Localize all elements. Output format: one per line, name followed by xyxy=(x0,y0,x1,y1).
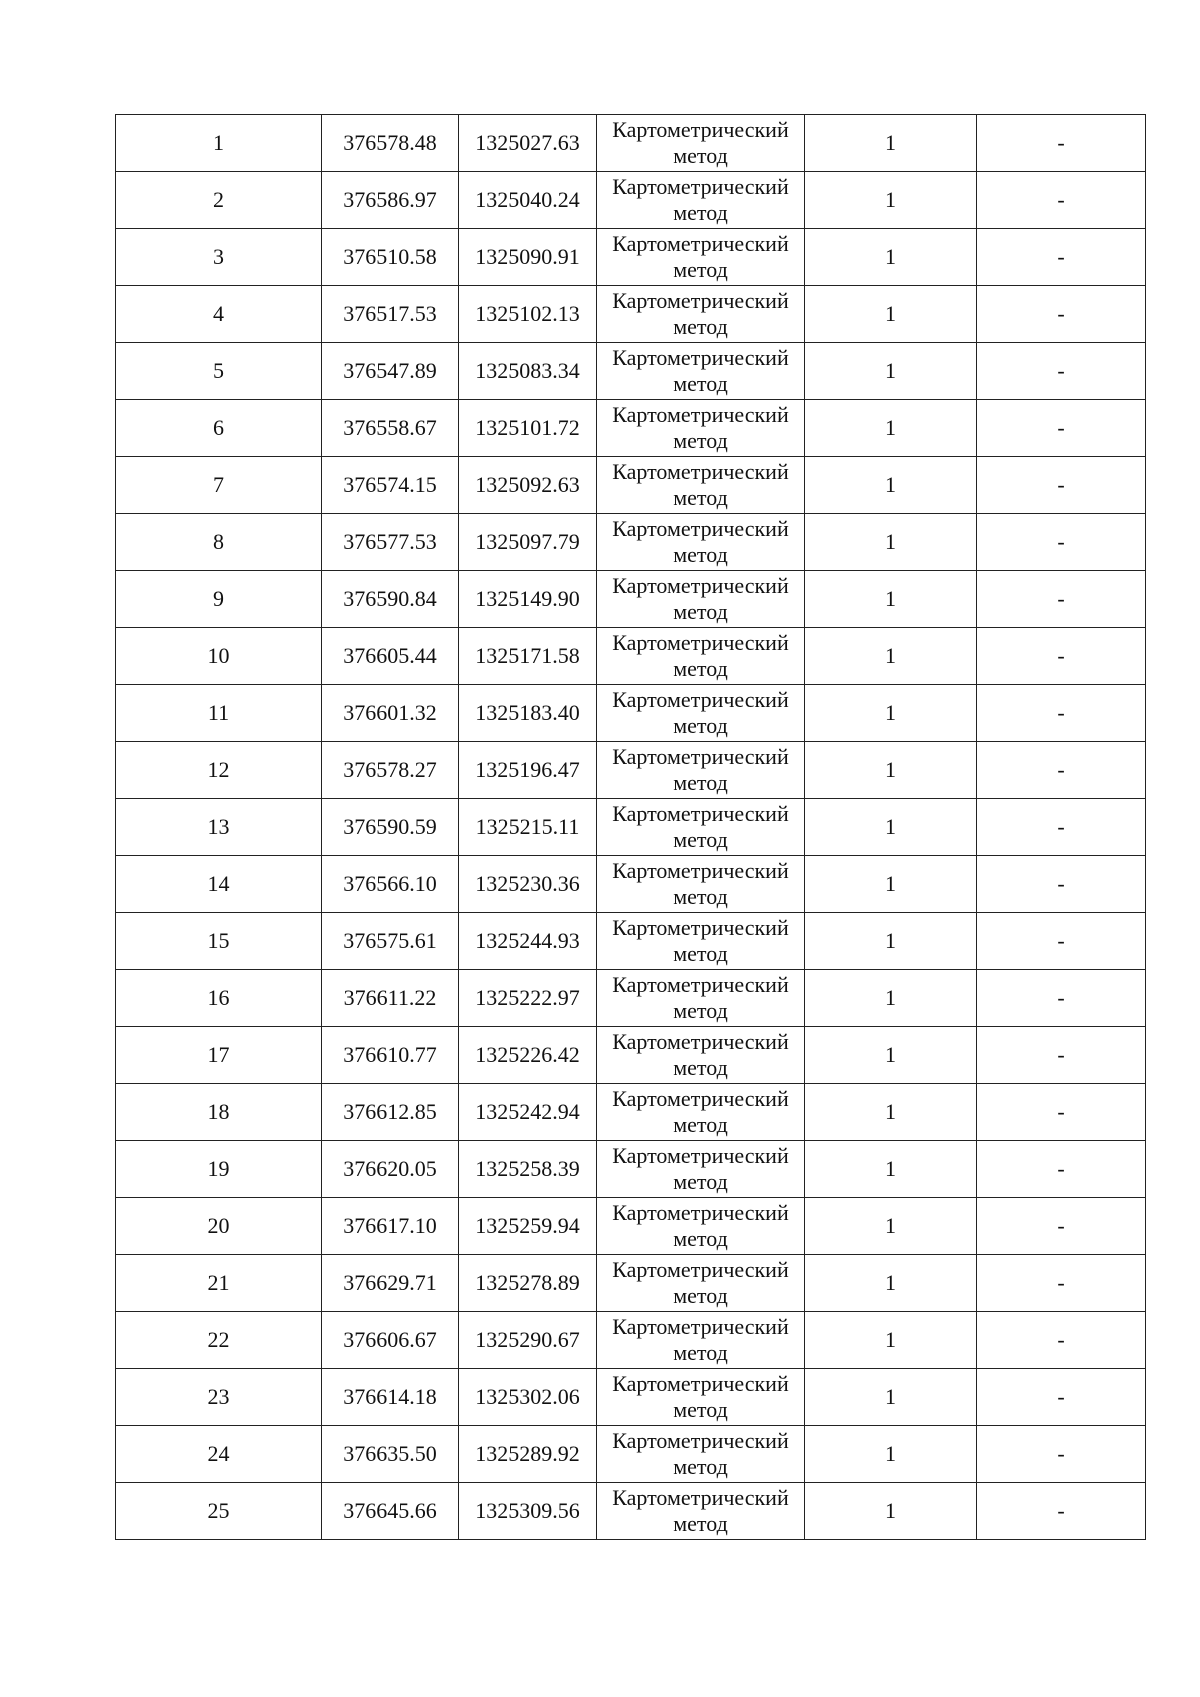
method-cell xyxy=(597,799,805,856)
note-cell: - xyxy=(977,286,1146,343)
point-number-cell: 19 xyxy=(116,1141,322,1198)
method-line-1: Картометрический xyxy=(612,1371,789,1396)
note-cell: - xyxy=(977,1198,1146,1255)
point-number-cell: 9 xyxy=(116,571,322,628)
note-cell: - xyxy=(977,1141,1146,1198)
accuracy-cell: 1 xyxy=(805,286,977,343)
point-number-cell: 23 xyxy=(116,1369,322,1426)
table-row xyxy=(116,229,1146,286)
y-coordinate-cell: 1325244.93 xyxy=(459,913,597,970)
y-coordinate-cell: 1325092.63 xyxy=(459,457,597,514)
method-line-2: метод xyxy=(673,827,728,852)
x-coordinate-cell: 376612.85 xyxy=(322,1084,459,1141)
method-line-2: метод xyxy=(673,1511,728,1536)
point-number-cell: 21 xyxy=(116,1255,322,1312)
point-number-cell: 4 xyxy=(116,286,322,343)
table-row xyxy=(116,1027,1146,1084)
y-coordinate-cell: 1325222.97 xyxy=(459,970,597,1027)
table-row xyxy=(116,1426,1146,1483)
x-coordinate-cell: 376606.67 xyxy=(322,1312,459,1369)
method-cell xyxy=(597,229,805,286)
note-cell: - xyxy=(977,1426,1146,1483)
method-line-2: метод xyxy=(673,314,728,339)
y-coordinate-cell: 1325149.90 xyxy=(459,571,597,628)
method-line-1: Картометрический xyxy=(612,801,789,826)
x-coordinate-cell: 376611.22 xyxy=(322,970,459,1027)
method-cell xyxy=(597,1483,805,1540)
x-coordinate-cell: 376590.59 xyxy=(322,799,459,856)
note-cell: - xyxy=(977,1483,1146,1540)
note-cell: - xyxy=(977,856,1146,913)
accuracy-cell: 1 xyxy=(805,1198,977,1255)
accuracy-cell: 1 xyxy=(805,229,977,286)
method-cell xyxy=(597,1312,805,1369)
note-cell: - xyxy=(977,514,1146,571)
x-coordinate-cell: 376558.67 xyxy=(322,400,459,457)
table-row xyxy=(116,1255,1146,1312)
accuracy-cell: 1 xyxy=(805,856,977,913)
method-line-2: метод xyxy=(673,257,728,282)
method-line-2: метод xyxy=(673,941,728,966)
table-row xyxy=(116,571,1146,628)
y-coordinate-cell: 1325290.67 xyxy=(459,1312,597,1369)
x-coordinate-cell: 376590.84 xyxy=(322,571,459,628)
accuracy-cell: 1 xyxy=(805,571,977,628)
point-number-cell: 8 xyxy=(116,514,322,571)
point-number-cell: 3 xyxy=(116,229,322,286)
y-coordinate-cell: 1325183.40 xyxy=(459,685,597,742)
point-number-cell: 7 xyxy=(116,457,322,514)
method-cell xyxy=(597,514,805,571)
y-coordinate-cell: 1325259.94 xyxy=(459,1198,597,1255)
method-line-2: метод xyxy=(673,713,728,738)
y-coordinate-cell: 1325097.79 xyxy=(459,514,597,571)
accuracy-cell: 1 xyxy=(805,400,977,457)
point-number-cell: 25 xyxy=(116,1483,322,1540)
note-cell: - xyxy=(977,115,1146,172)
method-line-2: метод xyxy=(673,1454,728,1479)
accuracy-cell: 1 xyxy=(805,1483,977,1540)
x-coordinate-cell: 376614.18 xyxy=(322,1369,459,1426)
x-coordinate-cell: 376577.53 xyxy=(322,514,459,571)
point-number-cell: 16 xyxy=(116,970,322,1027)
y-coordinate-cell: 1325101.72 xyxy=(459,400,597,457)
accuracy-cell: 1 xyxy=(805,1312,977,1369)
table-row xyxy=(116,1198,1146,1255)
y-coordinate-cell: 1325242.94 xyxy=(459,1084,597,1141)
method-line-2: метод xyxy=(673,1397,728,1422)
method-line-2: метод xyxy=(673,143,728,168)
note-cell: - xyxy=(977,1084,1146,1141)
method-cell xyxy=(597,1084,805,1141)
method-cell xyxy=(597,172,805,229)
accuracy-cell: 1 xyxy=(805,913,977,970)
coordinates-table xyxy=(115,114,1146,1540)
table-row xyxy=(116,1369,1146,1426)
point-number-cell: 20 xyxy=(116,1198,322,1255)
y-coordinate-cell: 1325289.92 xyxy=(459,1426,597,1483)
table-row xyxy=(116,742,1146,799)
accuracy-cell: 1 xyxy=(805,742,977,799)
method-line-1: Картометрический xyxy=(612,459,789,484)
x-coordinate-cell: 376601.32 xyxy=(322,685,459,742)
x-coordinate-cell: 376617.10 xyxy=(322,1198,459,1255)
method-line-2: метод xyxy=(673,1112,728,1137)
method-cell xyxy=(597,343,805,400)
accuracy-cell: 1 xyxy=(805,685,977,742)
point-number-cell: 6 xyxy=(116,400,322,457)
y-coordinate-cell: 1325196.47 xyxy=(459,742,597,799)
method-line-1: Картометрический xyxy=(612,1428,789,1453)
point-number-cell: 5 xyxy=(116,343,322,400)
accuracy-cell: 1 xyxy=(805,172,977,229)
note-cell: - xyxy=(977,628,1146,685)
point-number-cell: 11 xyxy=(116,685,322,742)
note-cell: - xyxy=(977,1312,1146,1369)
note-cell: - xyxy=(977,1255,1146,1312)
method-line-2: метод xyxy=(673,770,728,795)
table-row xyxy=(116,1141,1146,1198)
y-coordinate-cell: 1325278.89 xyxy=(459,1255,597,1312)
note-cell: - xyxy=(977,1027,1146,1084)
table-row xyxy=(116,457,1146,514)
accuracy-cell: 1 xyxy=(805,514,977,571)
y-coordinate-cell: 1325102.13 xyxy=(459,286,597,343)
table-row xyxy=(116,286,1146,343)
x-coordinate-cell: 376575.61 xyxy=(322,913,459,970)
point-number-cell: 1 xyxy=(116,115,322,172)
note-cell: - xyxy=(977,913,1146,970)
method-cell xyxy=(597,856,805,913)
y-coordinate-cell: 1325171.58 xyxy=(459,628,597,685)
point-number-cell: 12 xyxy=(116,742,322,799)
x-coordinate-cell: 376586.97 xyxy=(322,172,459,229)
accuracy-cell: 1 xyxy=(805,628,977,685)
accuracy-cell: 1 xyxy=(805,799,977,856)
method-line-1: Картометрический xyxy=(612,744,789,769)
method-line-1: Картометрический xyxy=(612,1143,789,1168)
table-row xyxy=(116,628,1146,685)
note-cell: - xyxy=(977,1369,1146,1426)
method-cell xyxy=(597,1255,805,1312)
y-coordinate-cell: 1325226.42 xyxy=(459,1027,597,1084)
method-line-2: метод xyxy=(673,485,728,510)
y-coordinate-cell: 1325302.06 xyxy=(459,1369,597,1426)
y-coordinate-cell: 1325027.63 xyxy=(459,115,597,172)
table-row xyxy=(116,970,1146,1027)
y-coordinate-cell: 1325258.39 xyxy=(459,1141,597,1198)
method-cell xyxy=(597,286,805,343)
y-coordinate-cell: 1325090.91 xyxy=(459,229,597,286)
method-line-2: метод xyxy=(673,1169,728,1194)
table-row xyxy=(116,856,1146,913)
x-coordinate-cell: 376517.53 xyxy=(322,286,459,343)
method-line-2: метод xyxy=(673,542,728,567)
method-line-1: Картометрический xyxy=(612,1200,789,1225)
table-row xyxy=(116,343,1146,400)
method-line-1: Картометрический xyxy=(612,288,789,313)
method-line-2: метод xyxy=(673,428,728,453)
note-cell: - xyxy=(977,685,1146,742)
accuracy-cell: 1 xyxy=(805,1255,977,1312)
table-row xyxy=(116,400,1146,457)
point-number-cell: 24 xyxy=(116,1426,322,1483)
method-cell xyxy=(597,571,805,628)
x-coordinate-cell: 376578.27 xyxy=(322,742,459,799)
point-number-cell: 10 xyxy=(116,628,322,685)
table-row xyxy=(116,685,1146,742)
accuracy-cell: 1 xyxy=(805,343,977,400)
y-coordinate-cell: 1325230.36 xyxy=(459,856,597,913)
method-line-1: Картометрический xyxy=(612,516,789,541)
x-coordinate-cell: 376566.10 xyxy=(322,856,459,913)
x-coordinate-cell: 376547.89 xyxy=(322,343,459,400)
method-line-1: Картометрический xyxy=(612,687,789,712)
note-cell: - xyxy=(977,400,1146,457)
method-line-1: Картометрический xyxy=(612,231,789,256)
method-cell xyxy=(597,913,805,970)
method-cell xyxy=(597,115,805,172)
accuracy-cell: 1 xyxy=(805,1084,977,1141)
x-coordinate-cell: 376620.05 xyxy=(322,1141,459,1198)
method-line-2: метод xyxy=(673,371,728,396)
method-line-1: Картометрический xyxy=(612,345,789,370)
y-coordinate-cell: 1325309.56 xyxy=(459,1483,597,1540)
table-row xyxy=(116,1312,1146,1369)
accuracy-cell: 1 xyxy=(805,1141,977,1198)
method-line-1: Картометрический xyxy=(612,1086,789,1111)
note-cell: - xyxy=(977,229,1146,286)
method-line-2: метод xyxy=(673,599,728,624)
note-cell: - xyxy=(977,742,1146,799)
x-coordinate-cell: 376605.44 xyxy=(322,628,459,685)
method-line-1: Картометрический xyxy=(612,972,789,997)
method-line-2: метод xyxy=(673,884,728,909)
method-line-2: метод xyxy=(673,1226,728,1251)
coordinates-table-body xyxy=(116,115,1146,1540)
table-row xyxy=(116,115,1146,172)
method-line-1: Картометрический xyxy=(612,1029,789,1054)
y-coordinate-cell: 1325040.24 xyxy=(459,172,597,229)
table-row xyxy=(116,172,1146,229)
x-coordinate-cell: 376578.48 xyxy=(322,115,459,172)
note-cell: - xyxy=(977,457,1146,514)
method-cell xyxy=(597,457,805,514)
x-coordinate-cell: 376645.66 xyxy=(322,1483,459,1540)
method-cell xyxy=(597,970,805,1027)
x-coordinate-cell: 376510.58 xyxy=(322,229,459,286)
y-coordinate-cell: 1325083.34 xyxy=(459,343,597,400)
point-number-cell: 15 xyxy=(116,913,322,970)
x-coordinate-cell: 376635.50 xyxy=(322,1426,459,1483)
method-line-2: метод xyxy=(673,1283,728,1308)
method-cell xyxy=(597,1426,805,1483)
method-line-1: Картометрический xyxy=(612,174,789,199)
point-number-cell: 22 xyxy=(116,1312,322,1369)
method-line-1: Картометрический xyxy=(612,1314,789,1339)
x-coordinate-cell: 376610.77 xyxy=(322,1027,459,1084)
method-cell xyxy=(597,1027,805,1084)
method-line-2: метод xyxy=(673,998,728,1023)
method-line-1: Картометрический xyxy=(612,402,789,427)
y-coordinate-cell: 1325215.11 xyxy=(459,799,597,856)
accuracy-cell: 1 xyxy=(805,1426,977,1483)
method-line-2: метод xyxy=(673,656,728,681)
accuracy-cell: 1 xyxy=(805,115,977,172)
table-row xyxy=(116,799,1146,856)
point-number-cell: 2 xyxy=(116,172,322,229)
method-line-1: Картометрический xyxy=(612,858,789,883)
method-line-1: Картометрический xyxy=(612,915,789,940)
point-number-cell: 18 xyxy=(116,1084,322,1141)
accuracy-cell: 1 xyxy=(805,457,977,514)
note-cell: - xyxy=(977,343,1146,400)
method-line-1: Картометрический xyxy=(612,117,789,142)
point-number-cell: 14 xyxy=(116,856,322,913)
table-row xyxy=(116,1483,1146,1540)
accuracy-cell: 1 xyxy=(805,1027,977,1084)
accuracy-cell: 1 xyxy=(805,1369,977,1426)
note-cell: - xyxy=(977,799,1146,856)
method-cell xyxy=(597,685,805,742)
x-coordinate-cell: 376629.71 xyxy=(322,1255,459,1312)
method-line-1: Картометрический xyxy=(612,573,789,598)
method-line-2: метод xyxy=(673,1055,728,1080)
table-row xyxy=(116,913,1146,970)
method-cell xyxy=(597,1198,805,1255)
method-line-1: Картометрический xyxy=(612,1485,789,1510)
method-line-1: Картометрический xyxy=(612,1257,789,1282)
method-cell xyxy=(597,400,805,457)
table-row xyxy=(116,514,1146,571)
note-cell: - xyxy=(977,172,1146,229)
accuracy-cell: 1 xyxy=(805,970,977,1027)
note-cell: - xyxy=(977,571,1146,628)
x-coordinate-cell: 376574.15 xyxy=(322,457,459,514)
table-row xyxy=(116,1084,1146,1141)
method-line-2: метод xyxy=(673,200,728,225)
point-number-cell: 13 xyxy=(116,799,322,856)
method-cell xyxy=(597,742,805,799)
method-line-2: метод xyxy=(673,1340,728,1365)
point-number-cell: 17 xyxy=(116,1027,322,1084)
method-cell xyxy=(597,628,805,685)
note-cell: - xyxy=(977,970,1146,1027)
method-cell xyxy=(597,1369,805,1426)
method-line-1: Картометрический xyxy=(612,630,789,655)
method-cell xyxy=(597,1141,805,1198)
